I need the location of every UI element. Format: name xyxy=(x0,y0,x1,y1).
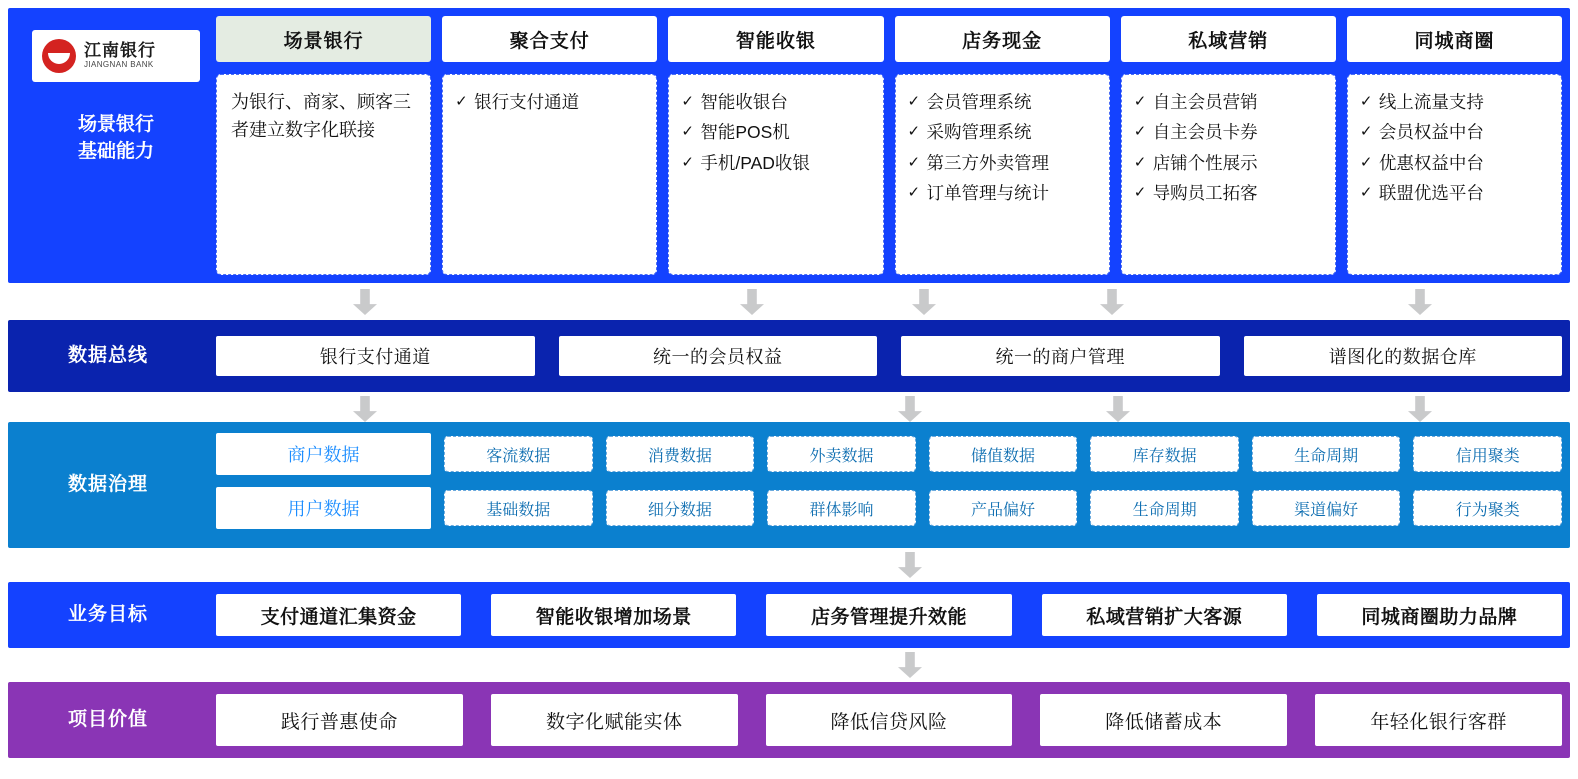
scene-box-smart-cashier xyxy=(668,74,883,275)
scene-column-aggregate-payment xyxy=(442,16,657,275)
list-item xyxy=(908,119,1099,145)
business-target-cell-brand-support[interactable]: 同城商圈助力品牌 xyxy=(1317,594,1562,636)
data-bus-band-label: 数据总线 xyxy=(67,345,148,367)
flow-arrow-down-icon xyxy=(740,289,764,315)
business-target-cell-customer-expansion[interactable]: 私域营销扩大客源 xyxy=(1042,594,1287,636)
bank-logo-mark-icon xyxy=(42,39,76,73)
check-icon: ✓ xyxy=(1133,123,1147,141)
flow-arrow-down-icon xyxy=(1408,396,1432,422)
list-item-label: 银行支付通道 xyxy=(474,92,580,112)
list-item-label: 会员权益中台 xyxy=(1378,122,1484,143)
list-item-label: 智能POS机 xyxy=(700,122,790,143)
business-target-band-label: 业务目标 xyxy=(67,604,148,626)
scene-tab-store-cash[interactable]: 店务现金 xyxy=(895,16,1110,62)
list-item xyxy=(681,150,872,176)
list-item-label: 优惠权益中台 xyxy=(1378,152,1484,173)
project-value-cells xyxy=(208,682,1570,758)
list-item-label: 订单管理与统计 xyxy=(926,182,1050,203)
flow-arrow-down-icon xyxy=(898,552,922,578)
bank-logo-text xyxy=(84,42,156,69)
project-value-cell-inclusive-mission[interactable]: 践行普惠使命 xyxy=(216,694,463,746)
check-icon: ✓ xyxy=(1133,183,1147,201)
list-item xyxy=(1134,89,1325,115)
scene-column-local-business-circle xyxy=(1347,16,1562,275)
list-item xyxy=(455,89,646,115)
list-item-label: 采购管理系统 xyxy=(926,122,1032,143)
scene-tab-aggregate-payment[interactable]: 聚合支付 xyxy=(442,16,657,62)
check-icon: ✓ xyxy=(907,93,921,110)
governance-chip[interactable]: 渠道偏好 xyxy=(1252,490,1401,526)
scene-tab-scene-bank[interactable]: 场景银行 xyxy=(216,16,431,62)
list-item xyxy=(908,89,1099,115)
scene-box-scene-bank xyxy=(216,74,431,275)
governance-chip[interactable]: 生命周期 xyxy=(1252,436,1401,472)
project-value-cell-deposit-cost[interactable]: 降低储蓄成本 xyxy=(1040,694,1287,746)
list-item-label: 导购员工拓客 xyxy=(1152,182,1258,203)
check-icon: ✓ xyxy=(1359,183,1373,201)
list-item xyxy=(908,180,1099,206)
data-bus-cell-payment-channel[interactable]: 银行支付通道 xyxy=(216,336,535,376)
scene-list-local-business-circle xyxy=(1360,89,1551,206)
scene-box-scene-bank-text: 为银行、商家、顾客三者建立数字化联接 xyxy=(231,92,411,140)
governance-chip[interactable]: 基础数据 xyxy=(444,490,593,526)
list-item xyxy=(1360,150,1551,176)
list-item xyxy=(908,150,1099,176)
governance-chip[interactable]: 消费数据 xyxy=(606,436,755,472)
flow-arrow-down-icon xyxy=(1106,396,1130,422)
governance-chip[interactable]: 外卖数据 xyxy=(767,436,916,472)
bank-logo xyxy=(32,30,200,82)
business-target-cell-smart-cashier-scene[interactable]: 智能收银增加场景 xyxy=(491,594,736,636)
scene-bank-band-label-line2: 基础能力 xyxy=(77,140,154,162)
list-item xyxy=(1360,89,1551,115)
list-item xyxy=(1360,119,1551,145)
list-item xyxy=(681,119,872,145)
scene-list-store-cash xyxy=(908,89,1099,206)
business-target-band xyxy=(8,582,1570,648)
check-icon: ✓ xyxy=(1133,93,1147,110)
governance-chip[interactable]: 产品偏好 xyxy=(929,490,1078,526)
scene-bank-band-label-line1: 场景银行 xyxy=(77,114,154,135)
data-governance-band-label: 数据治理 xyxy=(67,474,148,496)
scene-columns xyxy=(216,16,1562,275)
business-target-cell-store-efficiency[interactable]: 店务管理提升效能 xyxy=(766,594,1011,636)
list-item-label: 自主会员卡券 xyxy=(1152,122,1258,143)
flow-arrow-down-icon xyxy=(353,396,377,422)
bank-name-en: JIANGNAN BANK xyxy=(84,59,154,69)
scene-tab-private-marketing[interactable]: 私域营销 xyxy=(1121,16,1336,62)
governance-chip[interactable]: 信用聚类 xyxy=(1413,436,1562,472)
scene-column-smart-cashier xyxy=(668,16,883,275)
table-row xyxy=(216,487,1562,529)
flow-arrow-down-icon xyxy=(1100,289,1124,315)
project-value-cell-young-customers[interactable]: 年轻化银行客群 xyxy=(1315,694,1562,746)
check-icon: ✓ xyxy=(907,183,921,201)
data-governance-grid xyxy=(208,422,1570,548)
scene-list-aggregate-payment xyxy=(455,89,646,115)
list-item-label: 店铺个性展示 xyxy=(1152,152,1258,173)
scene-column-scene-bank xyxy=(216,16,431,275)
check-icon: ✓ xyxy=(1133,153,1147,171)
flow-arrow-down-icon xyxy=(353,289,377,315)
governance-chip[interactable]: 生命周期 xyxy=(1090,490,1239,526)
check-icon: ✓ xyxy=(681,153,694,171)
scene-column-store-cash xyxy=(895,16,1110,275)
governance-chip[interactable]: 群体影响 xyxy=(767,490,916,526)
scene-list-smart-cashier xyxy=(681,89,872,176)
governance-chip[interactable]: 库存数据 xyxy=(1090,436,1239,472)
list-item-label: 自主会员营销 xyxy=(1152,92,1258,112)
business-target-cells xyxy=(208,582,1570,648)
bank-name-cn: 江南银行 xyxy=(84,41,156,61)
list-item-label: 联盟优选平台 xyxy=(1378,182,1484,203)
check-icon: ✓ xyxy=(907,123,921,141)
flow-arrow-down-icon xyxy=(912,289,936,315)
list-item xyxy=(681,89,872,115)
list-item xyxy=(1134,150,1325,176)
scene-box-aggregate-payment xyxy=(442,74,657,275)
list-item-label: 线上流量支持 xyxy=(1378,92,1484,112)
list-item-label: 第三方外卖管理 xyxy=(926,152,1050,173)
list-item-label: 智能收银台 xyxy=(700,92,788,112)
table-row xyxy=(216,433,1562,475)
scene-column-private-marketing xyxy=(1121,16,1336,275)
governance-chip[interactable]: 行为聚类 xyxy=(1413,490,1562,526)
check-icon: ✓ xyxy=(907,153,921,171)
governance-chip[interactable]: 细分数据 xyxy=(606,490,755,526)
check-icon: ✓ xyxy=(1359,153,1373,171)
list-item xyxy=(1360,180,1551,206)
data-governance-band xyxy=(8,422,1570,548)
list-item xyxy=(1134,180,1325,206)
check-icon: ✓ xyxy=(1359,123,1373,141)
scene-box-private-marketing xyxy=(1121,74,1336,275)
list-item-label: 手机/PAD收银 xyxy=(700,152,810,173)
list-item-label: 会员管理系统 xyxy=(926,92,1032,112)
flow-arrow-down-icon xyxy=(898,652,922,678)
list-item xyxy=(1134,119,1325,145)
data-bus-cell-member-benefits[interactable]: 统一的会员权益 xyxy=(559,336,878,376)
governance-chip[interactable]: 客流数据 xyxy=(444,436,593,472)
scene-tab-local-business-circle[interactable]: 同城商圈 xyxy=(1347,16,1562,62)
project-value-cell-digital-empowerment[interactable]: 数字化赋能实体 xyxy=(491,694,738,746)
project-value-band xyxy=(8,682,1570,758)
data-bus-cells xyxy=(208,320,1570,392)
scene-box-store-cash xyxy=(895,74,1110,275)
check-icon: ✓ xyxy=(455,93,468,110)
flow-arrow-down-icon xyxy=(1408,289,1432,315)
scene-box-local-business-circle xyxy=(1347,74,1562,275)
data-bus-cell-data-warehouse[interactable]: 谱图化的数据仓库 xyxy=(1244,336,1563,376)
scene-list-private-marketing xyxy=(1134,89,1325,206)
governance-key-user-data[interactable]: 用户数据 xyxy=(216,487,431,529)
flow-arrow-down-icon xyxy=(898,396,922,422)
business-target-cell-payment-funds[interactable]: 支付通道汇集资金 xyxy=(216,594,461,636)
governance-key-merchant-data[interactable]: 商户数据 xyxy=(216,433,431,475)
check-icon: ✓ xyxy=(681,123,694,141)
scene-bank-band xyxy=(8,8,1570,283)
project-value-band-label: 项目价值 xyxy=(67,709,148,731)
check-icon: ✓ xyxy=(681,93,694,110)
scene-tab-smart-cashier[interactable]: 智能收银 xyxy=(668,16,883,62)
data-bus-cell-merchant-management[interactable]: 统一的商户管理 xyxy=(901,336,1220,376)
check-icon: ✓ xyxy=(1359,93,1373,110)
scene-bank-band-label xyxy=(32,112,200,165)
project-value-cell-credit-risk[interactable]: 降低信贷风险 xyxy=(766,694,1013,746)
governance-chip[interactable]: 储值数据 xyxy=(929,436,1078,472)
data-bus-band xyxy=(8,320,1570,392)
